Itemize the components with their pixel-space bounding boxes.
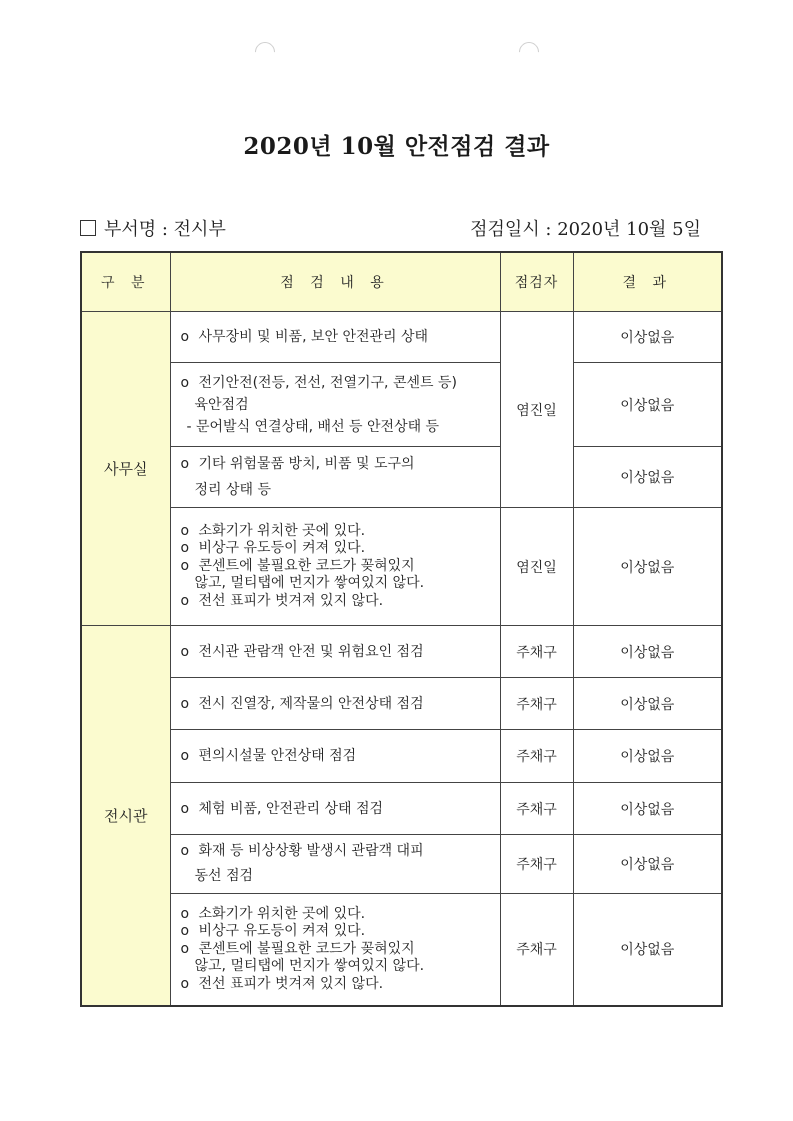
bullet-icon: o: [180, 540, 190, 557]
table-row: [81, 894, 722, 1006]
inspection-content: [170, 730, 500, 783]
bullet-icon: o: [180, 592, 190, 609]
punch-hole-left: [251, 38, 279, 66]
bullet-icon: o: [180, 557, 190, 574]
inspection-date: 점검일시 : 2020년 10월 5일: [470, 219, 701, 240]
content-line: 전선 표피가 벗겨져 있지 않다.: [198, 975, 384, 992]
department-label: 부서명 : 전시부: [104, 219, 226, 240]
result-cell: 이상없음: [573, 894, 722, 1006]
content-line: 사무장비 및 비품, 보안 안전관리 상태: [198, 329, 429, 345]
table-row: [81, 730, 722, 783]
content-line: 않고, 멀티탭에 먼지가 쌓여있지 않다.: [194, 575, 425, 592]
table-row: [81, 363, 722, 447]
content-line: 전시관 관람객 안전 및 위험요인 점검: [198, 643, 424, 660]
inspection-table: [80, 251, 723, 1007]
inspection-content: [170, 835, 500, 894]
inspector-cell: 염진일: [500, 508, 573, 626]
content-line: 체험 비품, 안전관리 상태 점검: [198, 800, 384, 817]
content-line: 비상구 유도등이 켜져 있다.: [198, 923, 366, 939]
inspection-content: [170, 447, 500, 508]
content-line: 콘센트에 불필요한 코드가 꽂혀있지: [198, 940, 415, 957]
result-cell: 이상없음: [573, 626, 722, 678]
content-line: 전선 표피가 벗겨져 있지 않다.: [198, 592, 384, 609]
table-row: [81, 835, 722, 894]
header-category: 구 분: [81, 252, 170, 312]
bullet-icon: o: [180, 522, 190, 539]
result-cell: 이상없음: [573, 363, 722, 447]
table-row: [81, 678, 722, 730]
table-row: [81, 508, 722, 626]
result-cell: 이상없음: [573, 730, 722, 783]
category-exhibition: 전시관: [81, 626, 170, 1006]
content-line: 비상구 유도등이 켜져 있다.: [198, 540, 366, 557]
content-line: 전시 진열장, 제작물의 안전상태 점검: [198, 695, 424, 712]
content-line: 전기안전(전등, 전선, 전열기구, 콘센트 등): [198, 374, 457, 391]
inspector-cell: 주채구: [500, 894, 573, 1006]
department-info: [80, 215, 226, 241]
inspection-content: [170, 363, 500, 447]
table-row: [81, 783, 722, 835]
content-line: 동선 점검: [194, 868, 254, 884]
inspection-content: [170, 508, 500, 626]
content-line: 육안점검: [194, 396, 249, 413]
result-cell: 이상없음: [573, 508, 722, 626]
content-line: 소화기가 위치한 곳에 있다.: [198, 905, 366, 922]
inspector-cell: 주채구: [500, 783, 573, 835]
bullet-icon: o: [180, 643, 190, 660]
inspection-content: [170, 894, 500, 1006]
content-line: - 문어발식 연결상태, 배선 등 안전상태 등: [186, 418, 440, 435]
bullet-icon: o: [180, 456, 190, 472]
inspector-cell: 주채구: [500, 626, 573, 678]
bullet-icon: o: [180, 748, 190, 764]
header-inspector: 점검자: [500, 252, 573, 312]
content-line: 기타 위험물품 방치, 비품 및 도구의: [198, 456, 415, 472]
inspection-content: [170, 312, 500, 363]
inspector-cell: 주채구: [500, 730, 573, 783]
table-row: [81, 312, 722, 363]
bullet-icon: o: [180, 923, 190, 939]
bullet-icon: o: [180, 374, 190, 391]
table-row: [81, 447, 722, 508]
result-cell: 이상없음: [573, 678, 722, 730]
table-row: [81, 626, 722, 678]
category-office: 사무실: [81, 312, 170, 626]
inspector-cell: 주채구: [500, 678, 573, 730]
inspection-content: [170, 783, 500, 835]
bullet-icon: o: [180, 329, 190, 345]
result-cell: 이상없음: [573, 783, 722, 835]
inspection-content: [170, 678, 500, 730]
content-line: 콘센트에 불필요한 코드가 꽂혀있지: [198, 557, 415, 574]
bullet-icon: o: [180, 800, 190, 817]
content-line: 편의시설물 안전상태 점검: [198, 748, 357, 764]
bullet-icon: o: [180, 975, 190, 992]
result-cell: 이상없음: [573, 312, 722, 363]
bullet-icon: o: [180, 843, 190, 859]
inspector-cell: 염진일: [500, 312, 573, 508]
punch-hole-right: [515, 38, 543, 66]
table-header-row: [81, 252, 722, 312]
bullet-icon: o: [180, 695, 190, 712]
result-cell: 이상없음: [573, 835, 722, 894]
content-line: 않고, 멀티탭에 먼지가 쌓여있지 않다.: [194, 958, 425, 974]
inspector-cell: 주채구: [500, 835, 573, 894]
checkbox-icon: [80, 220, 96, 236]
result-cell: 이상없음: [573, 447, 722, 508]
content-line: 정리 상태 등: [194, 482, 272, 498]
bullet-icon: o: [180, 905, 190, 922]
page-title: 2020년 10월 안전점검 결과: [243, 133, 550, 160]
inspection-content: [170, 626, 500, 678]
header-result: 결 과: [573, 252, 722, 312]
content-line: 소화기가 위치한 곳에 있다.: [198, 522, 366, 539]
header-content: 점 검 내 용: [170, 252, 500, 312]
content-line: 화재 등 비상상황 발생시 관람객 대피: [198, 843, 424, 859]
bullet-icon: o: [180, 940, 190, 957]
